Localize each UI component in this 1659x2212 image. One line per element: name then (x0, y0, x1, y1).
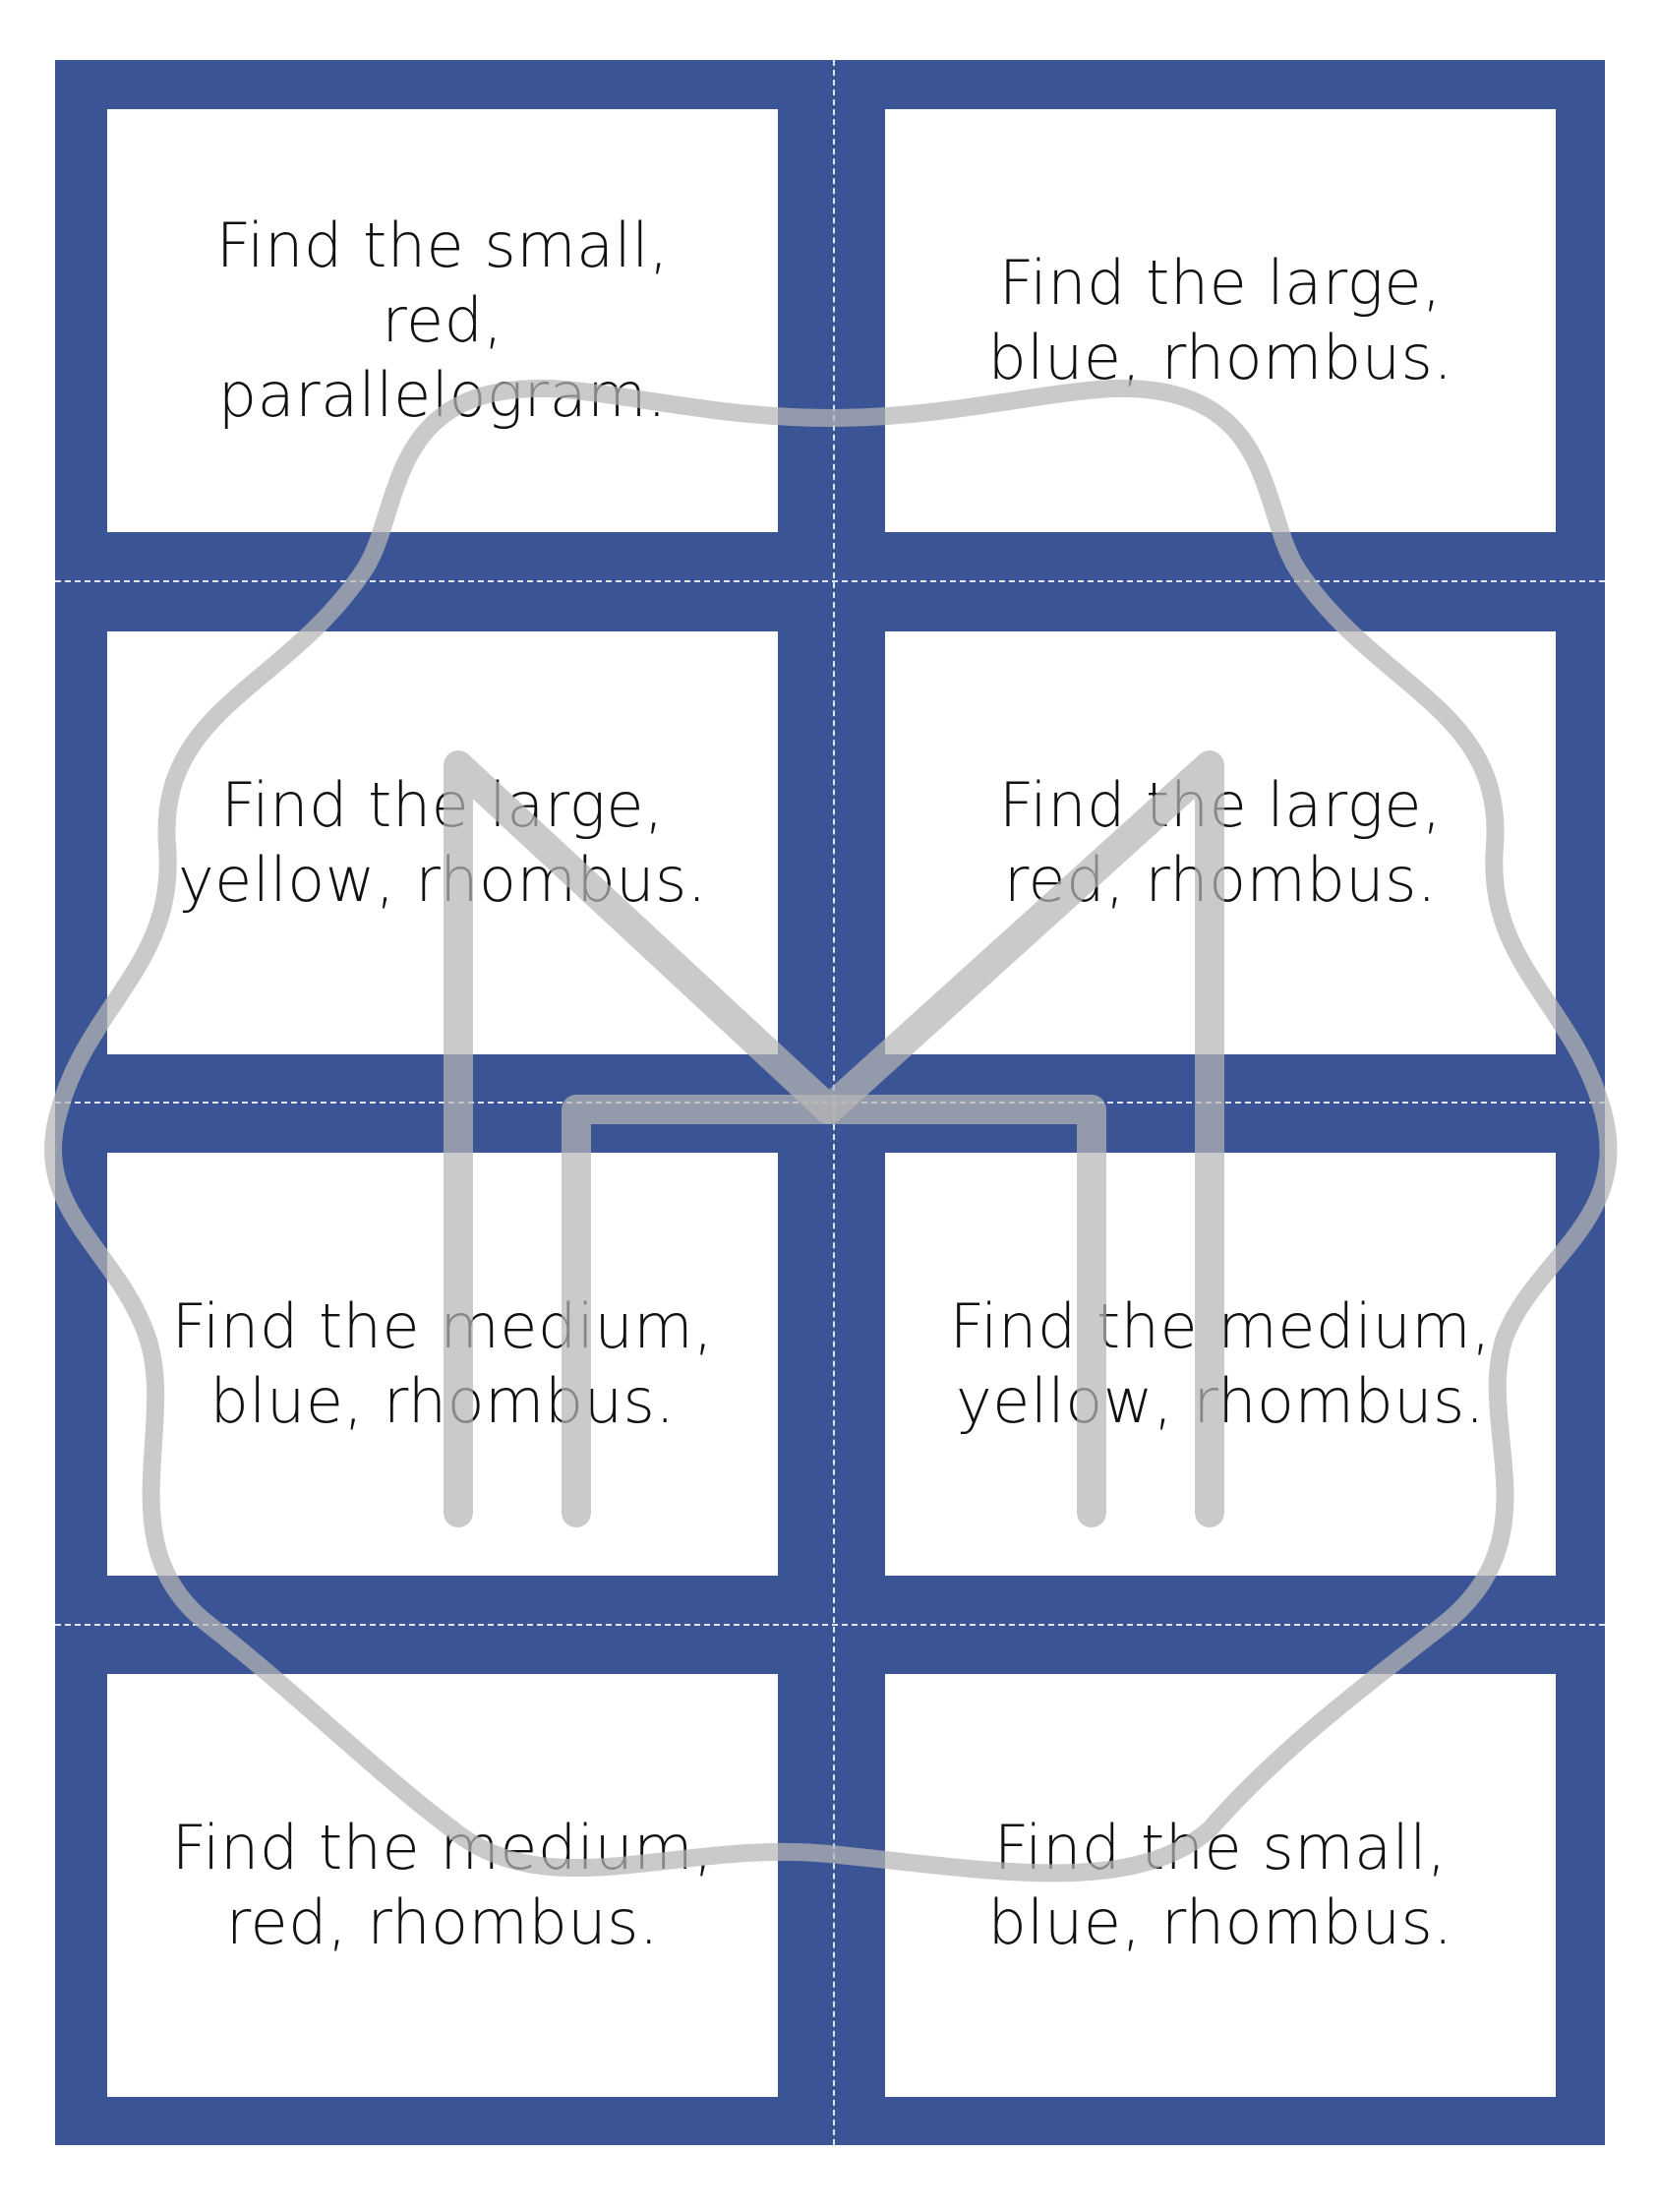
task-card (107, 1153, 778, 1576)
task-card (885, 631, 1556, 1054)
task-card (107, 109, 778, 532)
task-card (107, 1674, 778, 2097)
task-card (107, 631, 778, 1054)
card-text: Find the small, red, parallelogram. (215, 209, 670, 431)
cut-line-horizontal (55, 580, 1605, 582)
cut-line-horizontal (55, 1102, 1605, 1104)
task-card (885, 1153, 1556, 1576)
card-text: Find the large, yellow, rhombus. (177, 769, 708, 916)
card-text: Find the large, blue, rhombus. (987, 247, 1453, 393)
task-card (885, 109, 1556, 532)
card-text: Find the medium, blue, rhombus. (171, 1290, 714, 1437)
cut-line-horizontal (55, 1624, 1605, 1626)
card-text: Find the small, blue, rhombus. (987, 1812, 1453, 1958)
card-text: Find the large, red, rhombus. (998, 769, 1443, 916)
card-text: Find the medium, red, rhombus. (171, 1812, 714, 1958)
task-card (885, 1674, 1556, 2097)
card-text: Find the medium, yellow, rhombus. (949, 1290, 1492, 1437)
